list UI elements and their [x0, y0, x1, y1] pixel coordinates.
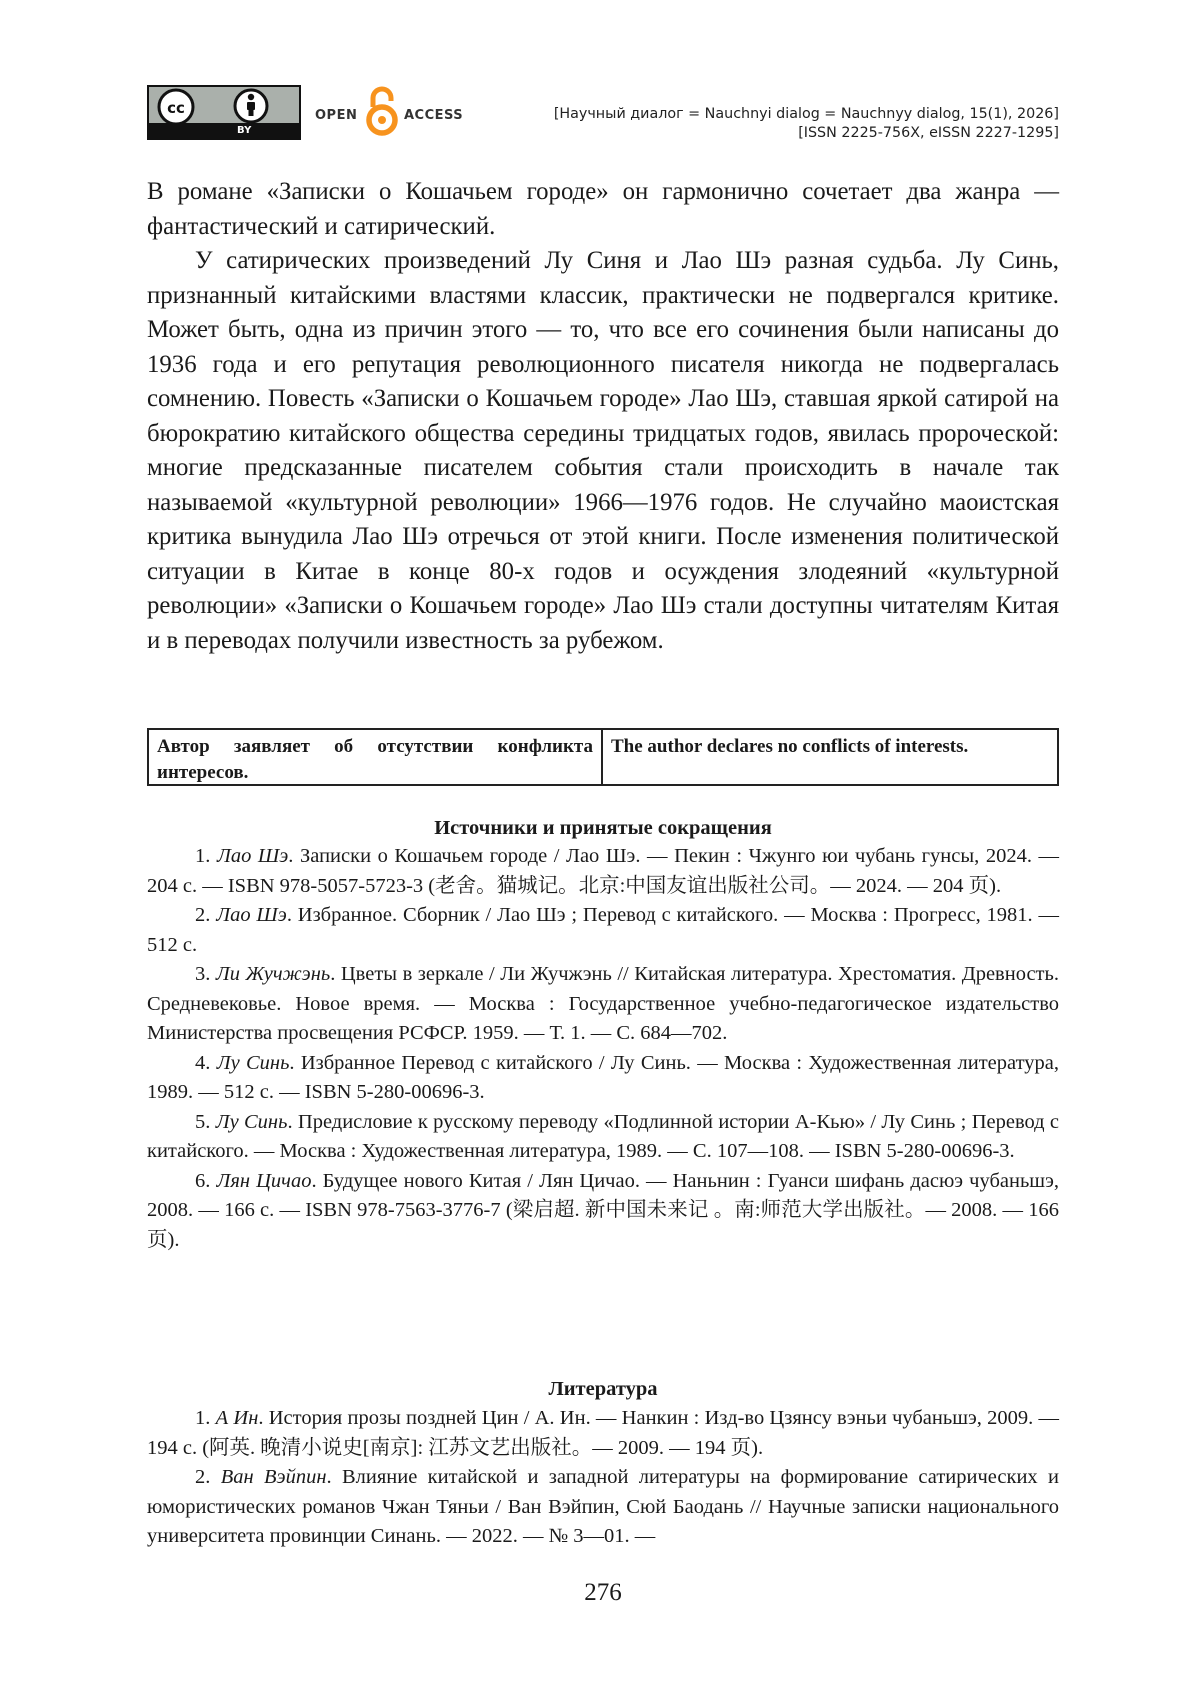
journal-title-line: [Научный диалог = Nauchnyi dialog = Nauchnyy dialog, 15(1), 2026]: [553, 106, 1059, 122]
reference-number: 3.: [195, 963, 211, 985]
issn-line: [ISSN 2225-756X, eISSN 2227-1295]: [798, 125, 1059, 141]
reference-author: Лу Синь: [215, 1110, 288, 1133]
conflict-of-interest-table: [147, 728, 1059, 786]
svg-text:cc: cc: [167, 99, 185, 117]
cc-by-license-badge[interactable]: [147, 85, 301, 140]
reference-item: [147, 960, 1059, 1049]
attribution-icon: [233, 88, 269, 124]
conflict-statement-en: The author declares no conflicts of interests.: [611, 736, 969, 757]
reference-author: Лао Шэ: [216, 845, 289, 867]
reference-item: [147, 1167, 1059, 1256]
cc-icon: [157, 88, 195, 126]
reference-item: [147, 1463, 1059, 1552]
reference-text: . История прозы поздней Цин / А. Ин. — Нанкин : Изд-во Цзянсу вэньи чубаньшэ, 2009. — 194 с. (阿英. 晚清小说史[南京]: 江苏文艺出版社。— 2009. — 194 页).: [147, 1407, 1060, 1459]
reference-item: [147, 1049, 1059, 1108]
reference-author: Ли Жучжэнь: [215, 963, 331, 985]
reference-item: [147, 842, 1059, 901]
literature-heading: Литература: [548, 1378, 658, 1400]
reference-author: Ван Вэйпин: [220, 1466, 327, 1488]
reference-text: . Избранное Перевод с китайского / Лу Синь. — Москва : Художественная литература, 1989. — 512 с. — ISBN 5-280-00696-3.: [147, 1051, 1060, 1103]
reference-item: [147, 901, 1059, 960]
sources-heading: Источники и принятые сокращения: [434, 817, 772, 839]
reference-author: Лян Цичао: [216, 1169, 312, 1192]
reference-text: . Предисловие к русскому переводу «Подлинной истории А-Кью» / Лу Синь ; Перевод с китайского. — Москва : Художественная литература, 1989. — С. 107—108. — ISBN 5-280-00696-3.: [147, 1110, 1060, 1162]
reference-number: 2.: [195, 904, 211, 926]
reference-text: . Цветы в зеркале / Ли Жучжэнь // Китайская литература. Хрестоматия. Древность. Средневековье. Новое время. — Москва : Государственное учебно-педагогическое издательство Министерства просвещения РСФСР. 1959. — Т. 1. — С. 684—702.: [147, 963, 1059, 1044]
main-text: [147, 175, 1059, 658]
reference-number: 6.: [195, 1169, 211, 1192]
page-number: 276: [584, 1579, 622, 1606]
reference-author: А Ин: [215, 1407, 259, 1429]
reference-text: . Записки о Кошачьем городе / Лао Шэ. — Пекин : Чжунго юи чубань гунсы, 2024. — 204 с. — ISBN 978-5057-5723-3 (老舍。猫城记。北京:中国友谊出版社公司。— 2024. — 204 页).: [147, 845, 1059, 897]
reference-text: . Избранное. Сборник / Лао Шэ ; Перевод с китайского. — Москва : Прогресс, 1981. — 512 с.: [147, 904, 1059, 956]
open-label: OPEN: [315, 108, 358, 123]
body-paragraph: У сатирических произведений Лу Синя и Лао Шэ разная судьба. Лу Синь, признанный китайскими властями классик, практически не подвергался критике. Может быть, одна из причин этого — то, что все его сочинения были написаны до 1936 года и его репутация революционного писателя никогда не подвергалась сомнению. Повесть «Записки о Кошачьем городе» Лао Шэ, ставшая яркой сатирой на бюрократию китайского общества середины тридцатых годов, явилась пророческой: многие предсказанные писателем события стали происходить в начале так называемой «культурной революции» 1966—1976 годов. Не случайно маоистская критика вынудила Лао Шэ отречься от этой книги. После изменения политической ситуации в Китае в конце 80-х годов и осуждения злодеяний «культурной революции» «Записки о Кошачьем городе» Лао Шэ стали доступны читателям Китая и в переводах получили известность за рубежом.: [147, 247, 1059, 654]
literature-list: [147, 1404, 1059, 1552]
reference-number: 2.: [195, 1466, 211, 1488]
conflict-statement-ru: Автор заявляет об отсутствии конфликта интересов.: [149, 730, 603, 784]
reference-author: Лао Шэ: [216, 904, 287, 926]
access-label: ACCESS: [404, 108, 464, 123]
reference-item: [147, 1108, 1059, 1167]
reference-number: 1.: [195, 845, 211, 867]
reference-text: . Будущее нового Китая / Лян Цичао. — Наньнин : Гуанси шифань дасюэ чубаньшэ, 2008. — 166 с. — ISBN 978-7563-3776-7 (梁启超. 新中国未来记 。南:师范大学出版社。— 2008. — 166 页).: [147, 1169, 1060, 1251]
reference-number: 5.: [195, 1110, 211, 1133]
page-header: [147, 85, 1059, 145]
reference-text: . Влияние китайской и западной литературы на формирование сатирических и юмористических романов Чжан Тяньи / Ван Вэйпин, Сюй Баодань // Научные записки национального университета провинции Синань. — 2022. — № 3—01. —: [147, 1466, 1059, 1547]
reference-item: [147, 1404, 1059, 1463]
body-paragraph: В романе «Записки о Кошачьем городе» он гармонично сочетает два жанра — фантастический и сатирический.: [147, 178, 1059, 240]
journal-citation: [554, 105, 1059, 143]
by-label: BY: [237, 125, 252, 136]
by-strip: [149, 123, 299, 138]
reference-number: 4.: [195, 1051, 211, 1074]
sources-list: [147, 842, 1059, 1255]
open-access-lock-icon: [365, 85, 399, 137]
reference-author: Лу Синь: [216, 1051, 290, 1074]
reference-number: 1.: [195, 1407, 211, 1429]
